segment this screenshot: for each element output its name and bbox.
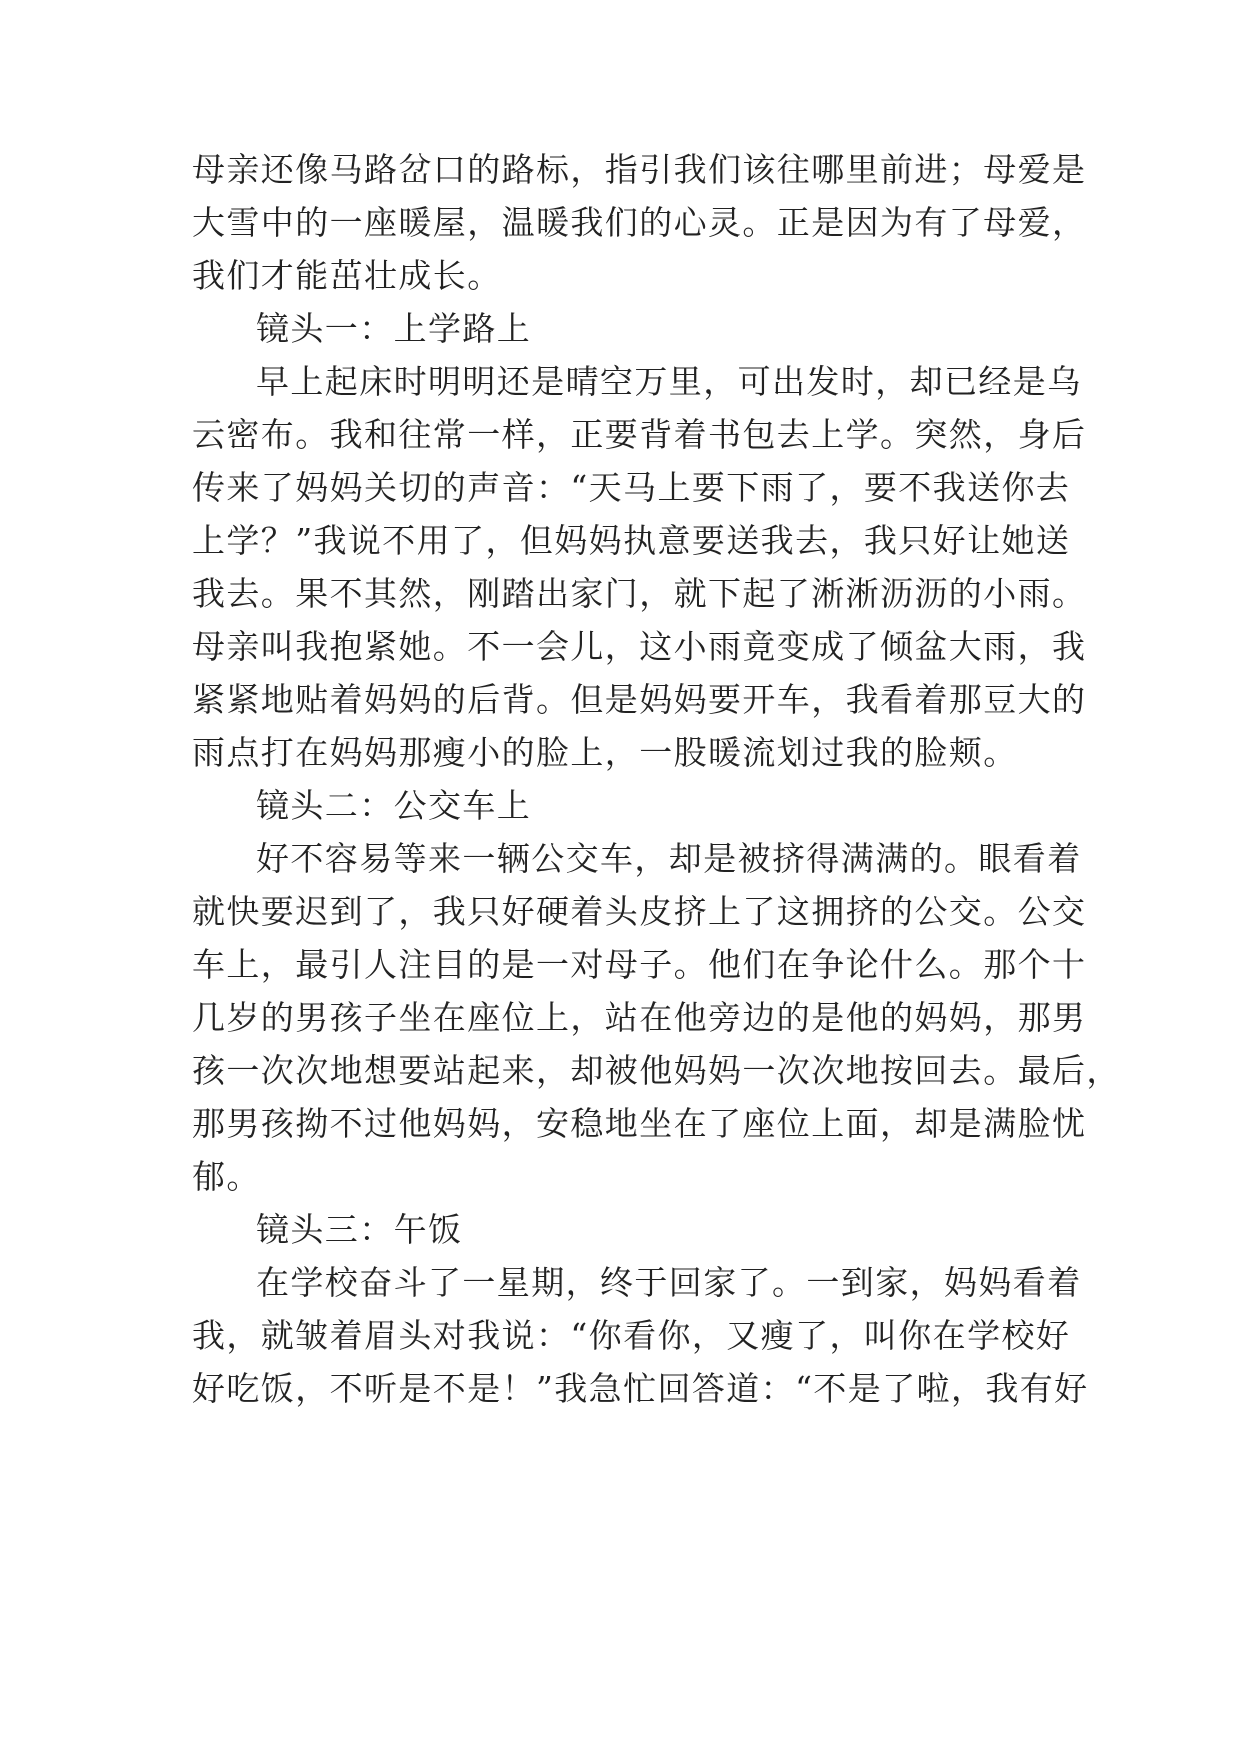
text-line: 母亲叫我抱紧她。不一会儿，这小雨竟变成了倾盆大雨，我 xyxy=(192,627,1087,666)
text-line: 好不容易等来一辆公交车，却是被挤得满满的。眼看着 xyxy=(256,839,1082,878)
text-line: 早上起床时明明还是晴空万里，可出发时，却已经是乌 xyxy=(256,362,1082,401)
text-line: 车上，最引人注目的是一对母子。他们在争论什么。那个十 xyxy=(192,945,1087,984)
text-line: 传来了妈妈关切的声音：“天马上要下雨了，要不我送你去 xyxy=(192,468,1071,507)
section-heading: 镜头二：公交车上 xyxy=(256,786,532,825)
text-line: 我去。果不其然，刚踏出家门，就下起了淅淅沥沥的小雨。 xyxy=(192,574,1087,613)
text-line: 上学？”我说不用了，但妈妈执意要送我去，我只好让她送 xyxy=(192,521,1071,560)
text-line: 母亲还像马路岔口的路标，指引我们该往哪里前进；母爱是 xyxy=(192,150,1087,189)
section-heading: 镜头三：午饭 xyxy=(256,1210,463,1249)
text-line: 几岁的男孩子坐在座位上，站在他旁边的是他的妈妈，那男 xyxy=(192,998,1087,1037)
text-line: 我们才能茁壮成长。 xyxy=(192,256,502,295)
text-line: 在学校奋斗了一星期，终于回家了。一到家，妈妈看着 xyxy=(256,1263,1082,1302)
text-line: 雨点打在妈妈那瘦小的脸上，一股暖流划过我的脸颊。 xyxy=(192,733,1018,772)
text-line: 那男孩拗不过他妈妈，安稳地坐在了座位上面，却是满脸忧 xyxy=(192,1104,1087,1143)
text-line: 好吃饭，不听是不是！”我急忙回答道：“不是了啦，我有好 xyxy=(192,1369,1089,1408)
text-line: 云密布。我和往常一样，正要背着书包去上学。突然，身后 xyxy=(192,415,1087,454)
text-line: 郁。 xyxy=(192,1157,261,1196)
section-heading: 镜头一：上学路上 xyxy=(256,309,532,348)
text-line: 就快要迟到了，我只好硬着头皮挤上了这拥挤的公交。公交 xyxy=(192,892,1087,931)
text-line: 紧紧地贴着妈妈的后背。但是妈妈要开车，我看着那豆大的 xyxy=(192,680,1087,719)
text-line: 孩一次次地想要站起来，却被他妈妈一次次地按回去。最后， xyxy=(192,1051,1121,1090)
text-line: 大雪中的一座暖屋，温暖我们的心灵。正是因为有了母爱， xyxy=(192,203,1087,242)
text-line: 我，就皱着眉头对我说：“你看你，又瘦了，叫你在学校好 xyxy=(192,1316,1071,1355)
